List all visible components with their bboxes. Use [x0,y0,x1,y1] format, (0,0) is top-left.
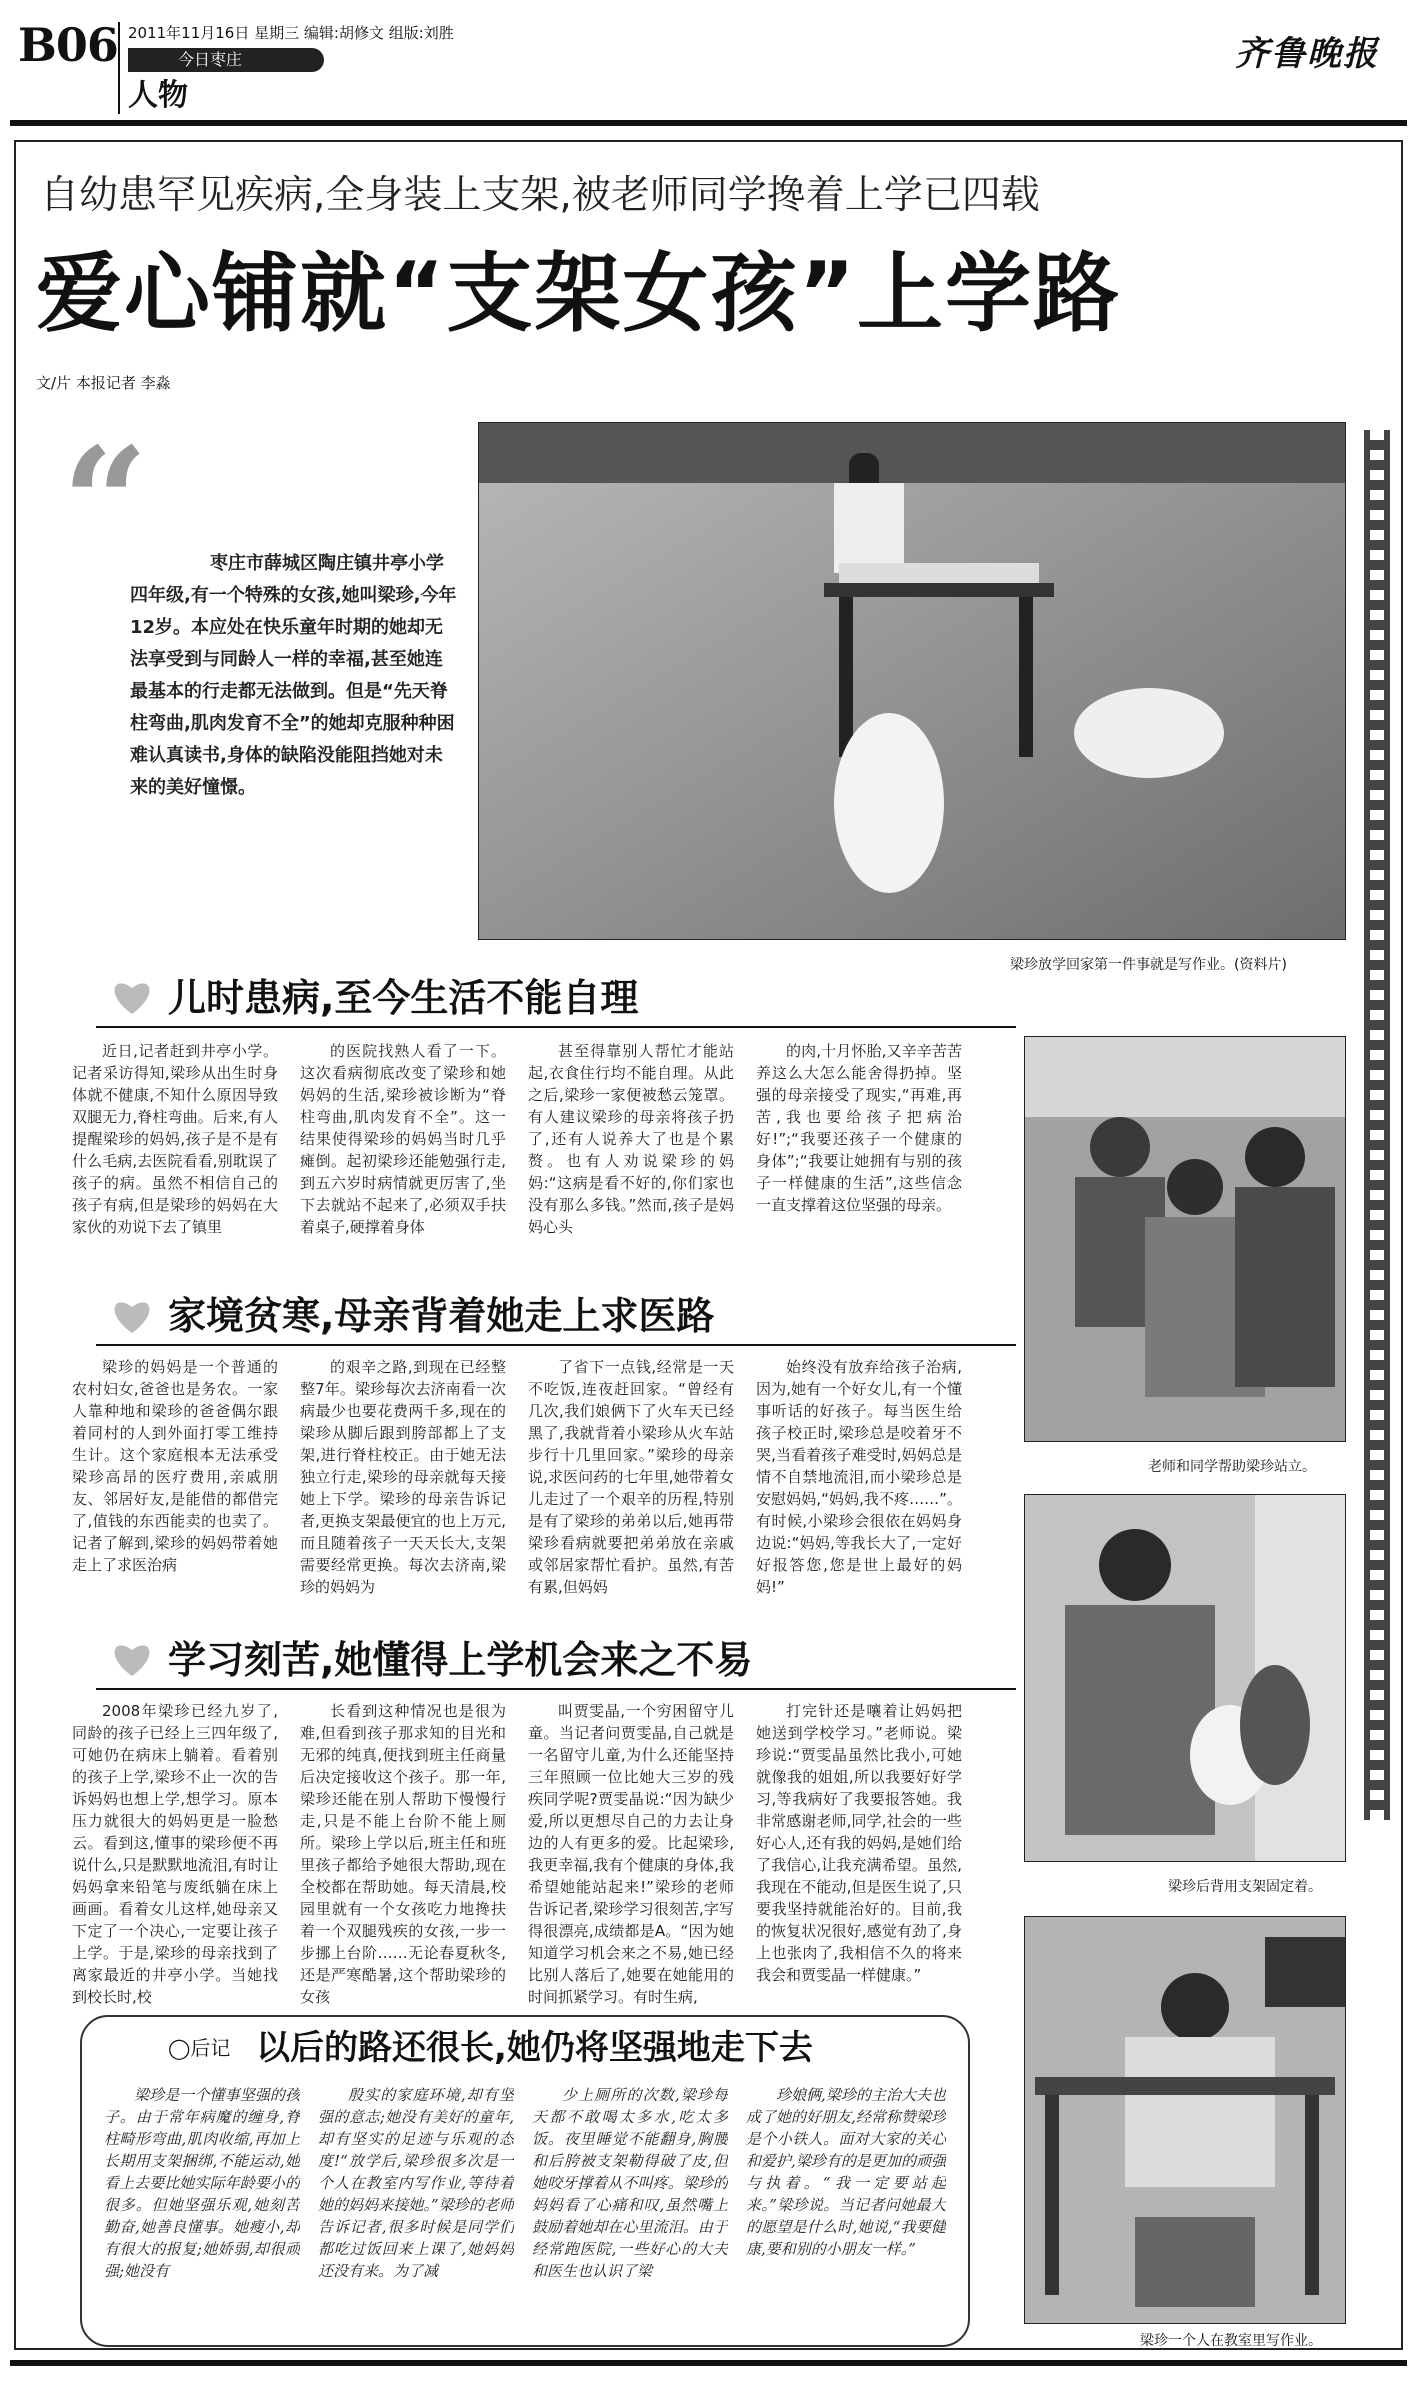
section-3-col-3 [528,1700,734,2006]
postscript-label-text: 后记 [190,2036,231,2060]
photo-4-image [1025,1917,1346,2324]
main-photo-caption: 梁珍放学回家第一件事就是写作业。(资料片) [1010,957,1287,973]
postscript-title: 以后的路还很长,她仍将坚强地走下去 [256,2028,813,2068]
circle-icon: ◯ [168,2036,191,2060]
dateline: 2011年11月16日 星期三 编辑:胡修文 组版:刘胜 [128,24,454,42]
main-photo-image [479,423,1346,940]
section-3-col-4 [756,1700,962,2006]
paragraph: 的医院找熟人看了一下。这次看病彻底改变了梁珍和她妈妈的生活,梁珍被诊断为“脊柱弯曲,肌肉发育不全”。这一结果使得梁珍的妈妈当时几乎瘫倒。起初梁珍还能勉强行走,到五六岁时病情就更厉害了,坐下去就站不起来了,必须双手扶着桌子,硬撑着身体 [300,1042,506,1236]
photo-4-caption: 梁珍一个人在教室里写作业。 [1140,2333,1322,2349]
main-photo [478,422,1346,940]
section-1-col-4 [756,1040,962,1260]
paragraph: 叫贾雯晶,一个穷困留守儿童。当记者问贾雯晶,自己就是一名留守儿童,为什么还能坚持三年照顾一位比她大三岁的残疾同学呢?贾雯晶说:“因为缺少爱,所以更想尽自己的力去让身边的人有更多的爱。比起梁珍,我更幸福,我有个健康的身体,我希望她能站起来!”梁珍的老师告诉记者,梁珍学习很刻苦,字写得很漂亮,成绩都是A。“因为她知道学习机会来之不易,她已经比别人落后了,她要在她能用的时间抓紧学习。有时生病, [528,1702,734,2006]
bottom-rule [10,2360,1407,2366]
paragraph: 梁珍是一个懂事坚强的孩子。由于常年病魔的缠身,脊柱畸形弯曲,肌肉收缩,再加上长期用支架捆绑,不能运动,她看上去要比她实际年龄要小的很多。但她坚强乐观,她刻苦勤奋,她善良懂事。她瘦小,却有很大的报复;她娇弱,却很顽强;她没有 [104,2086,300,2280]
section-2-rule [96,1344,1016,1346]
section-2-col-2 [300,1356,506,1618]
section-2-title: 家境贫寒,母亲背着她走上求医路 [168,1294,715,1338]
heart-icon [110,978,154,1016]
paragraph: 梁珍的妈妈是一个普通的农村妇女,爸爸也是务农。一家人靠种地和梁珍的爸爸偶尔跟着同村的人到外面打零工维持生计。这个家庭根本无法承受梁珍高昂的医疗费用,亲戚朋友、邻居好友,是能借的都借完了,值钱的东西能卖的也卖了。记者了解到,梁珍的妈妈带着她走上了求医治病 [72,1358,278,1574]
paper-logo: 齐鲁晚报 [1235,34,1379,74]
section-1-col-3 [528,1040,734,1260]
subheadline: 自幼患罕见疾病,全身装上支架,被老师同学搀着上学已四载 [40,173,1040,218]
paragraph: 打完针还是嚷着让妈妈把她送到学校学习。”老师说。梁珍说:“贾雯晶虽然比我小,可她就像我的姐姐,所以我要好好学习,等我病好了我要报答她。我非常感谢老师,同学,社会的一些好心人,还有我的妈妈,是她们给了我信心,让我充满希望。虽然,我现在不能动,但是医生说了,只要我坚持就能治好的。目前,我的恢复状况很好,感觉有劲了,身上也张肉了,我相信不久的将来我会和贾雯晶一样健康。” [756,1702,962,1984]
heart-icon [110,1297,154,1335]
intro-text [130,548,460,804]
section-3-title: 学习刻苦,她懂得上学机会来之不易 [168,1638,753,1682]
section-2-col-4 [756,1356,962,1618]
section-tab: 今日枣庄 [128,48,324,72]
heart-icon [110,1640,154,1678]
intro-first-line: 枣庄市薛城区陶庄 [210,553,354,574]
section-3-rule [96,1688,1016,1690]
paragraph: 了省下一点钱,经常是一天不吃饭,连夜赶回家。“曾经有几次,我们娘俩下了火车天已经黑了,我就背着小梁珍从火车站步行十几里回家。”梁珍的母亲说,求医问药的七年里,她带着女儿走过了一个艰辛的历程,特别是有了梁珍的弟弟以后,她再带梁珍看病就要把弟弟放在亲戚或邻居家帮忙看护。虽然,有苦有累,但妈妈 [528,1358,734,1596]
paragraph: 的肉,十月怀胎,又辛辛苦苦养这么大怎么能舍得扔掉。坚强的母亲接受了现实,“再难,再苦,我也要给孩子把病治好!”;“我要还孩子一个健康的身体”;“我要让她拥有与别的孩子一样健康的生活”,这些信念一直支撑着这位坚强的母亲。 [756,1042,962,1214]
photo-2-caption: 老师和同学帮助梁珍站立。 [1148,1459,1316,1475]
intro-body: 镇井亭小学四年级,有一个特殊的女孩,她叫梁珍,今年12岁。本应处在快乐童年时期的她却无法享受到与同龄人一样的幸福,甚至她连最基本的行走都无法做到。但是“先天脊柱弯曲,肌肉发育不全”的她却克服种种困难认真读书,身体的缺陷没能阻挡她对未来的美好憧憬。 [130,553,457,798]
postscript-col-1 [104,2084,300,2334]
section-1-col-1 [72,1040,278,1260]
film-strip-decoration [1364,430,1390,1820]
section-2-col-3 [528,1356,734,1618]
paragraph: 珍娘俩,梁珍的主治大夫也成了她的好朋友,经常称赞梁珍是个小铁人。面对大家的关心和爱护,梁珍有的是更加的顽强与执着。“我一定要站起来。”梁珍说。当记者问她最大的愿望是什么时,她说,“我要健康,要和别的小朋友一样。” [746,2086,946,2258]
photo-teacher-classmates [1024,1036,1346,1442]
paragraph: 近日,记者赶到井亭小学。记者采访得知,梁珍从出生时身体就不健康,不知什么原因导致双腿无力,脊柱弯曲。后来,有人提醒梁珍的妈妈,孩子是不是有什么毛病,去医院看看,别耽误了孩子的病。虽然不相信自己的孩子有病,但是梁珍的妈妈在大家伙的劝说下去了镇里 [72,1042,278,1236]
quote-mark-icon: “ [62,415,149,591]
top-rule [10,120,1407,126]
page-number: B06 [18,18,118,72]
postscript-col-2 [318,2084,514,2334]
photo-3-image [1025,1495,1346,1862]
paragraph: 始终没有放弃给孩子治病,因为,她有一个好女儿,有一个懂事听话的好孩子。每当医生给孩子校正时,梁珍总是咬着牙不哭,当看着孩子难受时,妈妈总是情不自禁地流泪,而小梁珍总是安慰妈妈,“妈妈,我不疼……”。有时候,小梁珍会很依在妈妈身边说:“妈妈,等我长大了,一定好好报答您,您是世上最好的妈妈!” [756,1358,962,1596]
section-1-title: 儿时患病,至今生活不能自理 [168,976,639,1020]
headline: 爱心铺就“支架女孩”上学路 [36,244,1122,344]
section-3-col-2 [300,1700,506,2006]
section-1-col-2 [300,1040,506,1260]
section-2-col-1 [72,1356,278,1618]
postscript-label [168,2034,230,2062]
column-name: 人物 [128,78,188,113]
paragraph: 甚至得靠别人帮忙才能站起,衣食住行均不能自理。从此之后,梁珍一家便被愁云笼罩。有人建议梁珍的母亲将孩子扔了,还有人说养大了也是个累赘。也有人劝说梁珍的妈妈:“这病是看不好的,你们家也没有那么多钱。”然而,孩子是妈妈心头 [528,1042,734,1236]
byline: 文/片 本报记者 李淼 [36,374,171,392]
paragraph: 殷实的家庭环境,却有坚强的意志;她没有美好的童年,却有坚实的足迹与乐观的态度!“放学后,梁珍很多次是一个人在教室内写作业,等待着她的妈妈来接她。”梁珍的老师告诉记者,很多时候是同学们都吃过饭回来上课了,她妈妈还没有来。为了减 [318,2086,514,2280]
paragraph: 2008年梁珍已经九岁了,同龄的孩子已经上三四年级了,可她仍在病床上躺着。看着别的孩子上学,梁珍不止一次的告诉妈妈也想上学,想学习。原本压力就很大的妈妈更是一脸愁云。看到这,懂事的梁珍便不再说什么,只是默默地流泪,有时让妈妈拿来铅笔与废纸躺在床上画画。看着女儿这样,她母亲又下定了一个决心,一定要让孩子上学。于是,梁珍的母亲找到了离家最近的井亭小学。当她找到校长时,校 [72,1702,278,2006]
postscript-col-4 [746,2084,946,2334]
section-1-rule [96,1026,1016,1028]
paragraph: 长看到这种情况也是很为难,但看到孩子那求知的目光和无邪的纯真,便找到班主任商量后决定接收这个孩子。那一年,梁珍还能在别人帮助下慢慢行走,只是不能上台阶不能上厕所。梁珍上学以后,班主任和班里孩子都给予她很大帮助,现在全校都在帮助她。每天清晨,校园里就有一个女孩吃力地搀扶着一个双腿残疾的女孩,一步一步挪上台阶……无论春夏秋冬,还是严寒酷暑,这个帮助梁珍的女孩 [300,1702,506,2006]
photo-3-caption: 梁珍后背用支架固定着。 [1168,1879,1322,1895]
paragraph: 的艰辛之路,到现在已经整整7年。梁珍每次去济南看一次病最少也要花费两千多,现在的梁珍从脚后跟到胯部都上了支架,进行脊柱校正。由于她无法独立行走,梁珍的母亲就每天接她上下学。梁珍的母亲告诉记者,更换支架最便宜的也上万元,而且随着孩子一天天长大,支架需要经常更换。每次去济南,梁珍的妈妈为 [300,1358,506,1596]
section-3-col-1 [72,1700,278,2006]
photo-classroom [1024,1916,1346,2324]
photo-2-image [1025,1037,1346,1442]
masthead-divider [118,22,120,114]
postscript-col-3 [532,2084,728,2334]
photo-back-brace [1024,1494,1346,1862]
paragraph: 少上厕所的次数,梁珍每天都不敢喝太多水,吃太多饭。夜里睡觉不能翻身,胸腰和后胯被支架勒得破了皮,但她咬牙撑着从不叫疼。梁珍的妈妈看了心痛和叹,虽然嘴上鼓励着她却在心里流泪。由于经常跑医院,一些好心的大夫和医生也认识了梁 [532,2086,728,2280]
